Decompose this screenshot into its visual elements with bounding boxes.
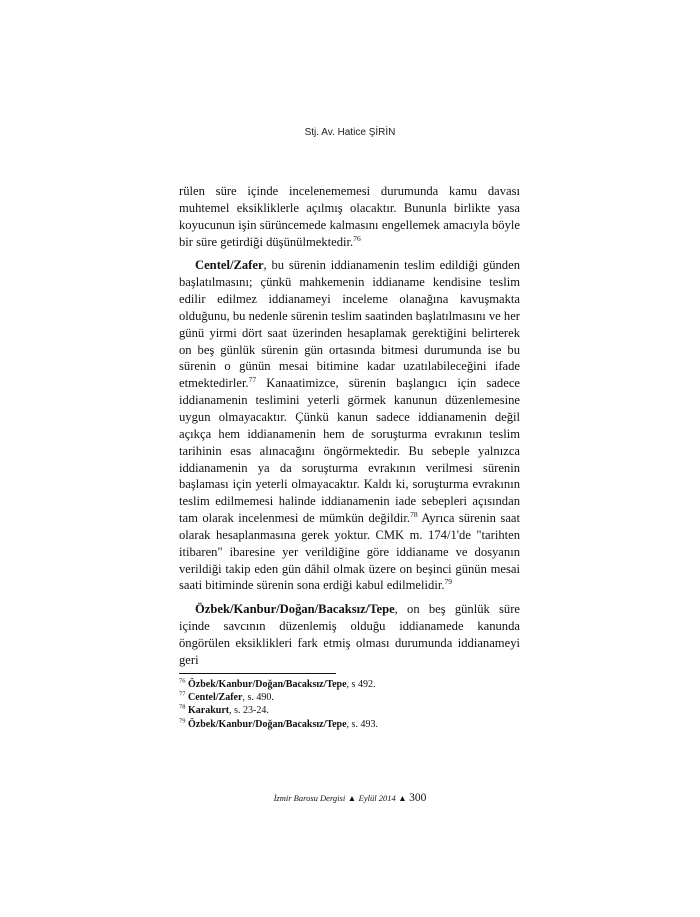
footnote-author: Karakurt — [188, 705, 230, 717]
footnote-78 — [179, 704, 520, 717]
footnote-divider — [179, 673, 336, 674]
footnote-author: Özbek/Kanbur/Doğan/Bacaksız/Tepe — [188, 679, 347, 690]
footnote-rest: , s. 23-24. — [229, 705, 269, 717]
journal-name: İzmir Barosu Dergisi — [273, 793, 346, 803]
paragraph-3 — [179, 601, 520, 668]
footnote-rest: , s. 493. — [346, 718, 378, 730]
footnote-ref-78[interactable]: 78 — [410, 509, 418, 519]
footnote-number: 79 — [179, 717, 186, 725]
footnotes — [179, 678, 520, 731]
paragraph-2 — [179, 257, 520, 594]
footnote-author: Özbek/Kanbur/Doğan/Bacaksız/Tepe — [188, 718, 347, 730]
paragraph-1 — [179, 183, 520, 250]
page-footer — [0, 792, 700, 804]
page-number: 300 — [409, 792, 427, 804]
footnote-number: 76 — [179, 677, 186, 685]
footnote-79 — [179, 718, 520, 731]
footnote-number: 77 — [179, 690, 186, 698]
footnote-number: 78 — [179, 704, 186, 712]
footnote-author: Centel/Zafer — [188, 692, 243, 704]
footer-separator: ▲ — [347, 793, 357, 803]
footnote-76 — [179, 678, 520, 691]
footnote-ref-79[interactable]: 79 — [444, 577, 452, 587]
footer-separator: ▲ — [398, 793, 407, 803]
footnote-ref-76[interactable]: 76 — [353, 233, 361, 243]
paragraph-2-text-b: Kanaatimizce, sürenin başlangıcı için sadece iddianamenin teslimini yeterli görmek kanunun düzenlemesine uygun olmayacaktır. Çünkü kanun sadece iddianamenin değil açıkça hem iddianamenin hem de soruşturma evrakının teslim tarihinin esas alınacağını öngörmektedir. Bu sebeple yalnızca iddianamenin ya da soruşturma evrakının verilmesi sürenin başlaması için yeterli olmayacaktır. Kaldı ki, soruşturma evrakının teslim edilmemesi halinde iddianamenin iade sebepleri açısından tam olarak incelenmesi de mümkün değildir. — [179, 376, 520, 526]
footnote-rest: , s. 490. — [242, 692, 274, 704]
footnote-77 — [179, 691, 520, 704]
paragraph-2-text-c: Ayrıca sürenin saat olarak hesaplanmasına gerek yoktur. CMK m. 174/1'de "tarihten itibaren" ibaresine yer verildiğine göre iddianame ve dosyanın verildiği takip eden gün dâhil olmak üzere on beşinci günün mesai saati bitiminde sürenin sona erdiği kabul edilmelidir. — [179, 511, 520, 593]
paragraph-1-text: rülen süre içinde incelenememesi durumunda kamu davası muhtemel eksikliklerle açılmış olacaktır. Bununla birlikte yasa koyucunun işin sürüncemede kalmasını engellemek amacıyla böyle bir süre getirdiği düşünülmektedir. — [179, 184, 520, 249]
paragraph-2-text-a: , bu sürenin iddianamenin teslim edildiği günden başlatılmasını; çünkü mahkemenin iddianame kendisine teslim edilir edilmez iddianameyi inceleme olanağına kavuşmakta olduğunu, bu nedenle sürenin teslim saatinden başlatılmasını ve her günü yirmi dört saat üzerinden hesaplamak gerektiğini belirterek on beş günlük sürenin gün ortasında bitmesi durumunda ise bu sürenin o günün mesai bitimine kadar uzatılabileceğini ifade etmektedirler. — [179, 258, 521, 391]
running-head: Stj. Av. Hatice ŞİRİN — [304, 127, 396, 138]
issue-date: Eylül 2014 — [358, 793, 396, 803]
footnote-ref-77[interactable]: 77 — [248, 375, 257, 385]
main-text — [179, 183, 520, 676]
cited-author: Özbek/Kanbur/Doğan/Bacaksız/Tepe — [195, 602, 395, 617]
footnote-rest: , s 492. — [346, 679, 376, 690]
cited-author: Centel/Zafer — [195, 258, 264, 273]
paragraph-3-text: , on beş günlük süre içinde savcının düzenlemiş olduğu iddianamede kanunda öngörülen eksiklikleri fark etmiş olması durumunda iddianameyi geri — [179, 602, 520, 667]
